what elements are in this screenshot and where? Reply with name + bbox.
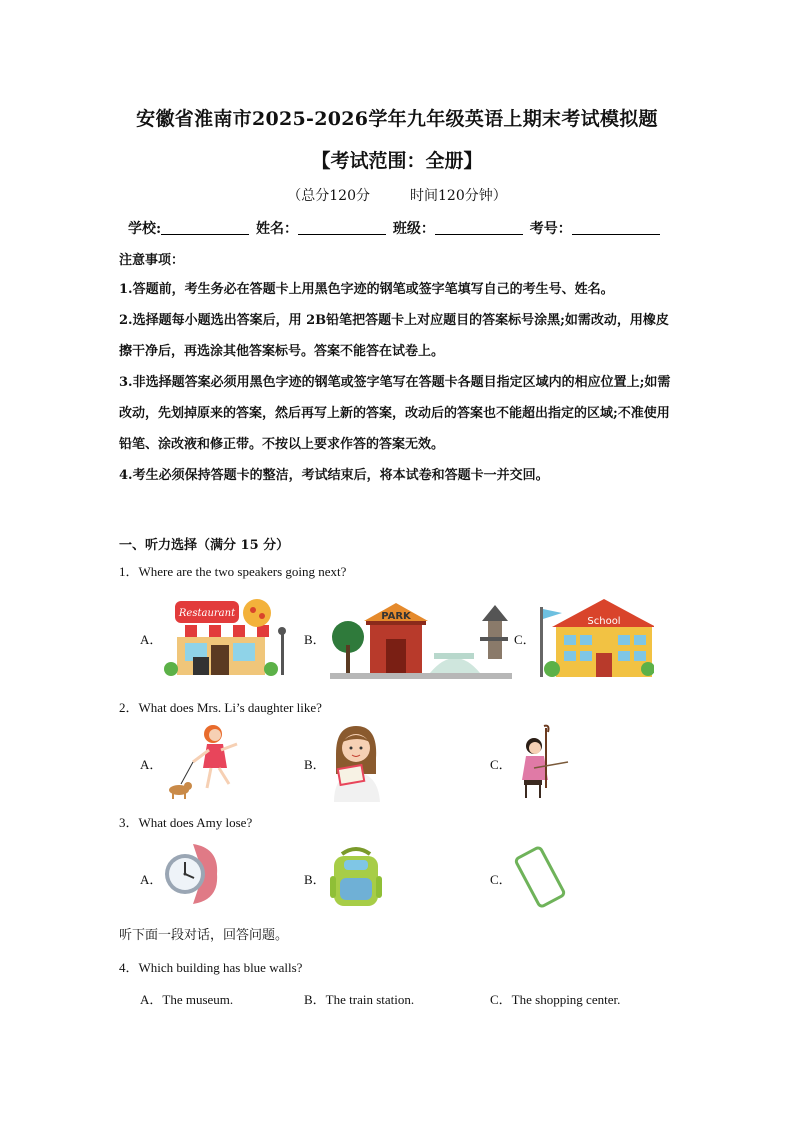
- name-field[interactable]: [298, 220, 386, 235]
- option-label: A．: [140, 992, 163, 1007]
- option-label[interactable]: C．: [490, 872, 512, 887]
- total-score: （总分120分: [287, 188, 370, 204]
- option-label: B．: [304, 992, 326, 1007]
- option-label[interactable]: C．: [490, 757, 512, 772]
- option-c[interactable]: [490, 989, 620, 1008]
- restaurant-image: [163, 597, 291, 679]
- option-label[interactable]: B．: [304, 872, 326, 887]
- question-stem: 2．What does Mrs. Li’s daughter like?: [119, 700, 322, 715]
- watch-image: [163, 842, 223, 906]
- question-stem: 1．Where are the two speakers going next?: [119, 564, 347, 579]
- student-info: [128, 218, 662, 238]
- school-image: [538, 597, 654, 679]
- option-label[interactable]: A．: [140, 872, 163, 887]
- option-label: C．: [490, 992, 512, 1007]
- option-label[interactable]: B．: [304, 757, 326, 772]
- number-label: 考号：: [529, 221, 572, 237]
- park-sign: PARK: [381, 611, 411, 622]
- option-b[interactable]: [304, 989, 414, 1008]
- notice-item: 2.选择题每小题选出答案后，用 2B铅笔把答题卡上对应题目的答案标号涂黑;如需改动，用橡皮擦干净后，再选涂其他答案标号。答案不能答在试卷上。: [119, 313, 669, 359]
- exam-scope: 【考试范围：全册】: [311, 150, 483, 172]
- question-stem: 3．What does Amy lose?: [119, 815, 253, 830]
- option-text: The train station.: [325, 992, 415, 1007]
- name-label: 姓名：: [256, 221, 299, 237]
- girl-reading-image: [328, 722, 384, 802]
- question-stem: 4．Which building has blue walls?: [119, 960, 303, 975]
- dialog-instruction: 听下面一段对话，回答问题。: [119, 928, 289, 943]
- section-title: 一、听力选择（满分 15 分）: [119, 538, 290, 553]
- option-label[interactable]: A．: [140, 632, 163, 647]
- option-text: The shopping center.: [511, 992, 621, 1007]
- option-text: The museum.: [162, 992, 234, 1007]
- class-label: 班级：: [392, 221, 435, 237]
- notice-item: 4.考生必须保持答题卡的整洁，考试结束后，将本试卷和答题卡一并交回。: [119, 468, 549, 483]
- option-a[interactable]: [140, 989, 233, 1008]
- exam-score-time: [0, 185, 794, 205]
- girl-walking-dog-image: [163, 722, 247, 802]
- backpack-image: [330, 846, 382, 908]
- number-field[interactable]: [572, 220, 660, 235]
- girl-playing-erhu-image: [518, 722, 570, 802]
- option-label[interactable]: A．: [140, 757, 163, 772]
- notice-item: 1.答题前，考生务必在答题卡上用黑色字迹的钢笔或签字笔填写自己的考生号、姓名。: [119, 282, 614, 297]
- notice-item: 3.非选择题答案必须用黑色字迹的钢笔或签字笔写在答题卡各题目指定区域内的相应位置上;如需改动，先划掉原来的答案，然后再写上新的答案，改动后的答案也不能超出指定的区域;不准使用铅笔、涂改液和修正带。不按以上要求作答的答案无效。: [119, 375, 671, 452]
- school-label: 学校:: [128, 221, 162, 237]
- phone-image: [512, 846, 570, 908]
- restaurant-sign: Restaurant: [178, 608, 236, 619]
- park-image: [330, 597, 512, 679]
- option-label[interactable]: B．: [304, 632, 326, 647]
- school-sign: School: [587, 616, 621, 627]
- notice-heading: 注意事项：: [119, 253, 185, 268]
- exam-time: 时间120分钟）: [410, 188, 507, 204]
- class-field[interactable]: [435, 220, 523, 235]
- option-label[interactable]: C．: [514, 632, 536, 647]
- school-field[interactable]: [161, 220, 249, 235]
- exam-title: 安徽省淮南市2025-2026学年九年级英语上期末考试模拟题: [136, 108, 658, 130]
